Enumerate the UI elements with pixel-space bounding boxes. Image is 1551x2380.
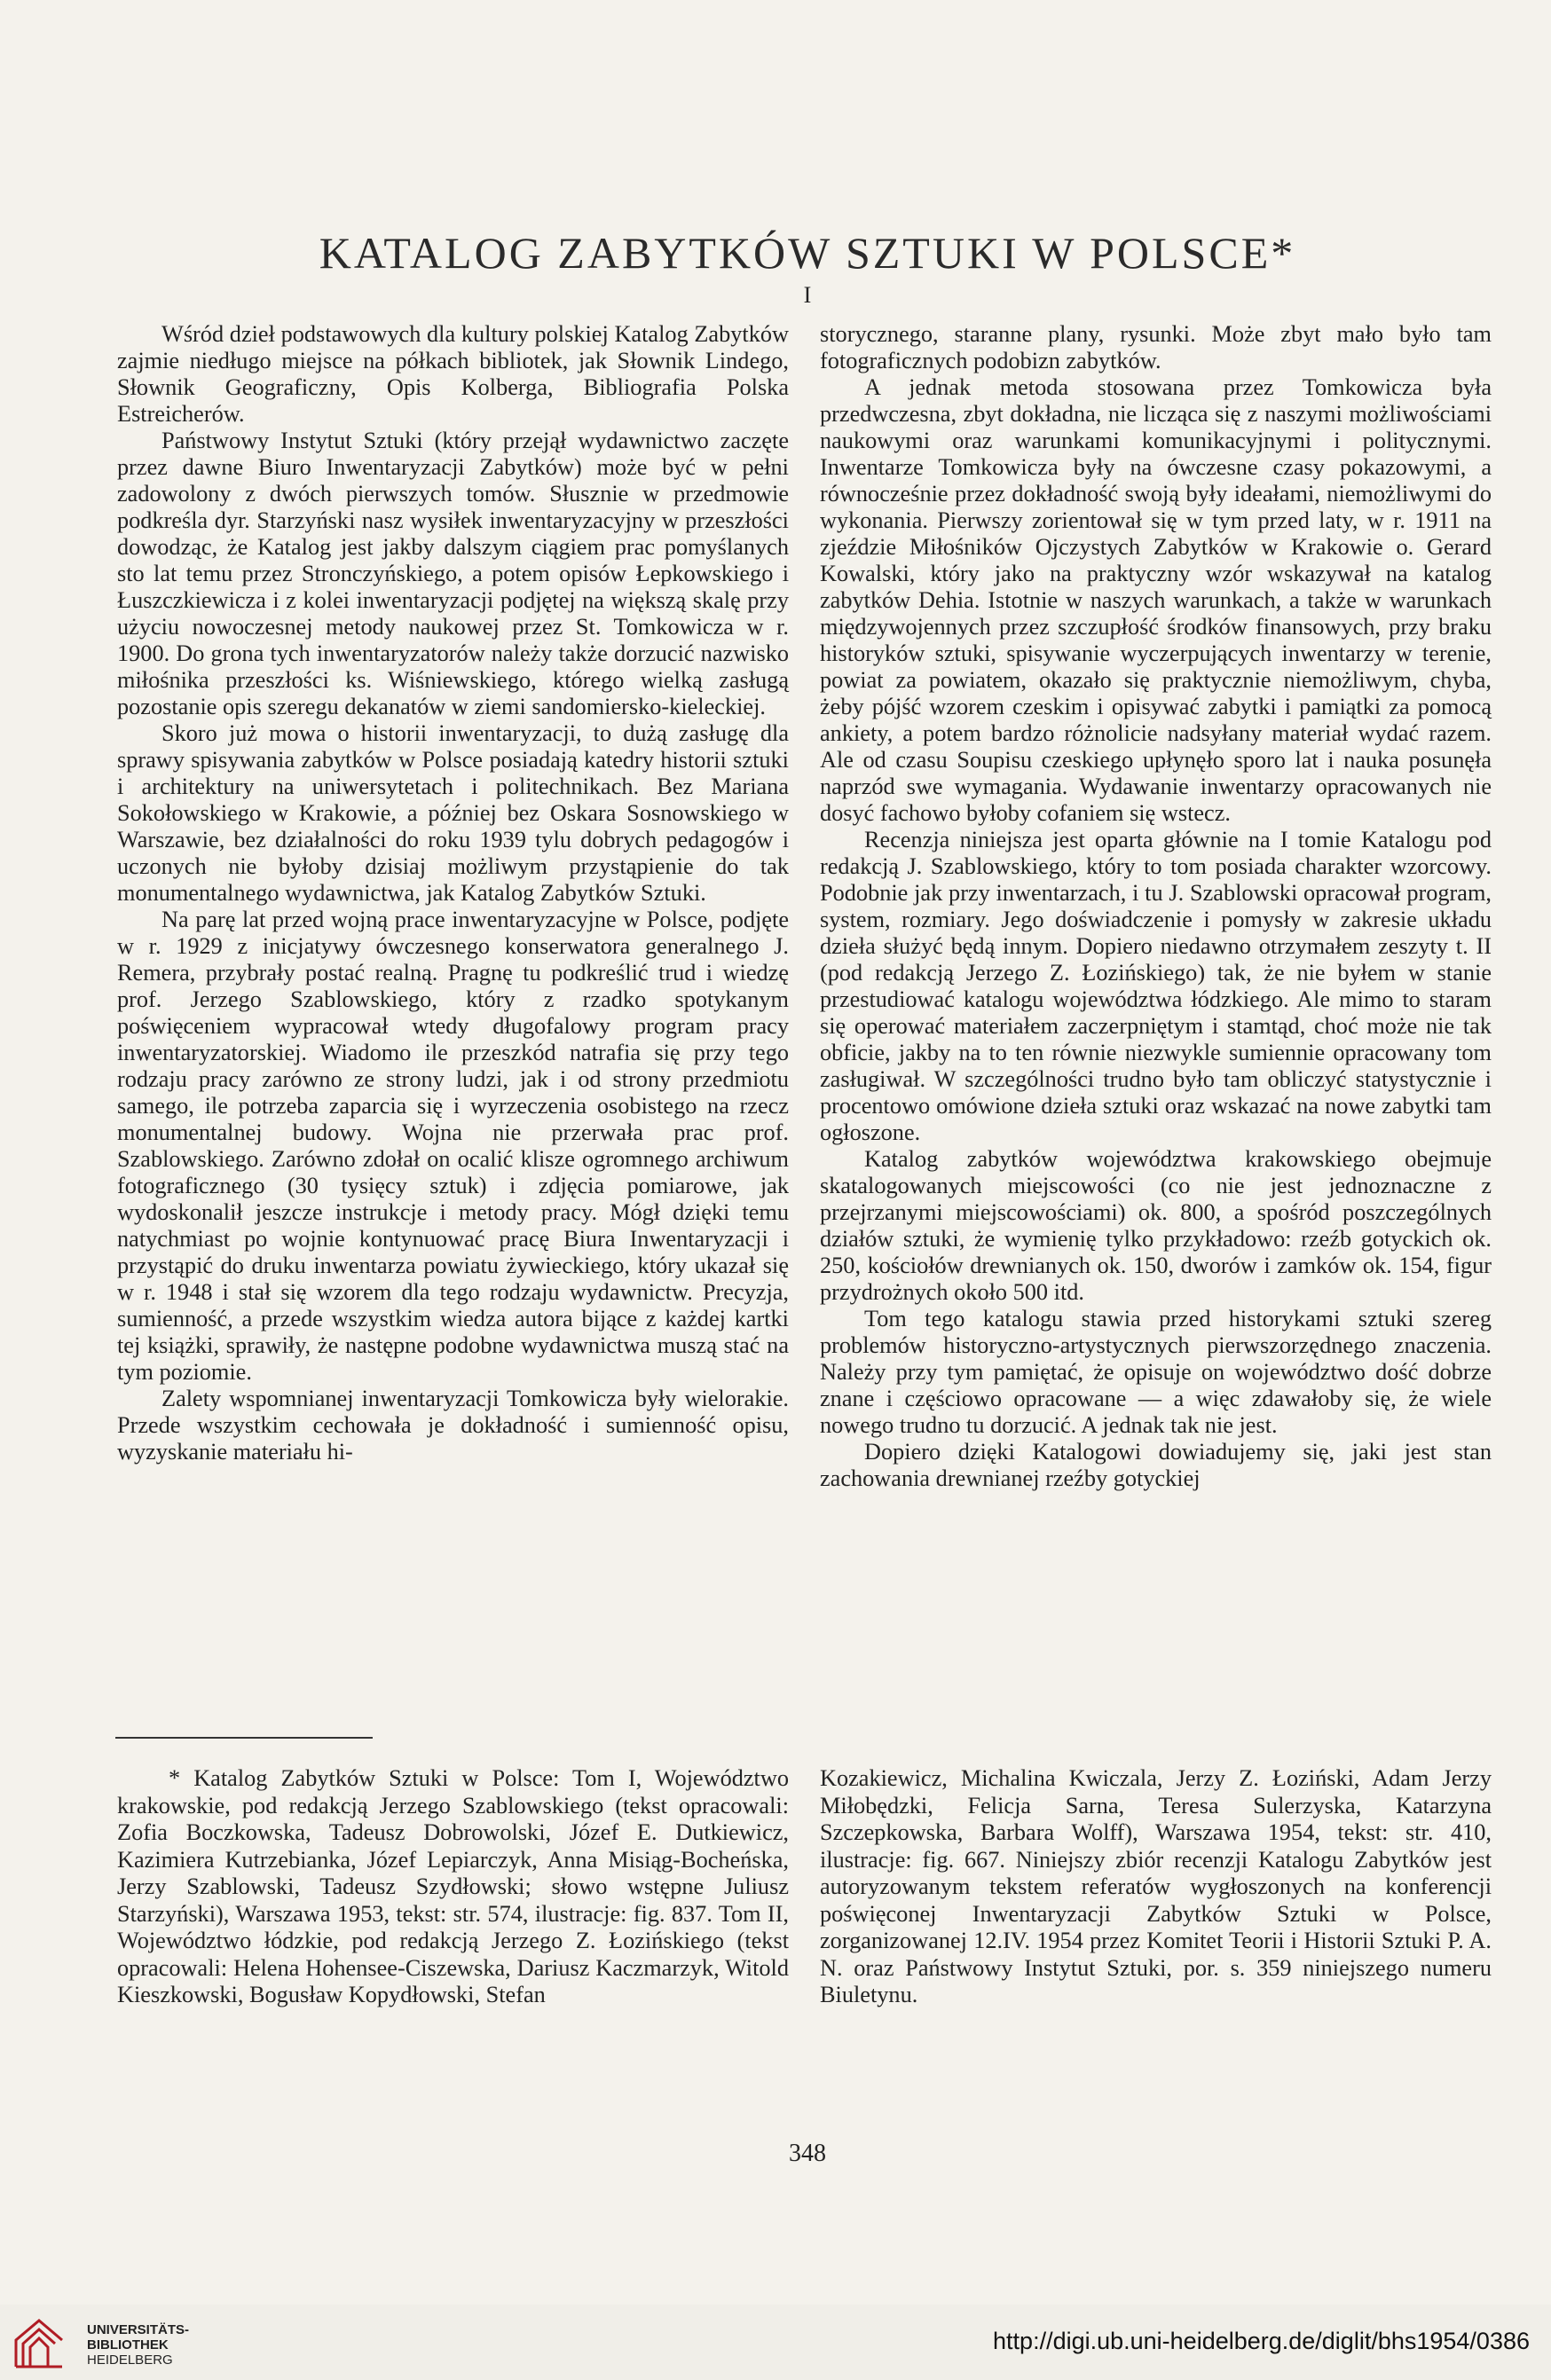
right-column <box>820 321 1492 1492</box>
paragraph: storycznego, staranne plany, rysunki. Może zbyt mało było tam fotograficznych podobizn zabytków. <box>820 321 1492 373</box>
library-name <box>87 2322 189 2368</box>
footnote-text: Kozakiewicz, Michalina Kwiczala, Jerzy Z. Łoziński, Adam Jerzy Miłobędzki, Felicja Sarna, Teresa Sulerzyska, Katarzyna Szczepkowska, Barbara Wolff), Warszawa 1954, tekst: str. 410, ilustracje: fig. 667. Niniejszy zbiór recenzji Katalogu Zabytków jest autoryzowanym tekstem referatów wygłoszonych na konferencji poświęconej Inwentaryzacji Zabytków Sztuki w Polsce, zorganizowanej 12.IV. 1954 przez Komitet Teorii i Historii Sztuki P. A. N. oraz Państwowy Instytut Sztuki, por. s. 359 niniejszego numeru Biuletynu. <box>820 1765 1492 2007</box>
ub-heidelberg-logo-icon <box>12 2317 67 2370</box>
footnote-left <box>117 1765 789 2009</box>
paragraph: Recenzja niniejsza jest oparta głównie na I tomie Katalogu pod redakcją J. Szablowskiego, który to tom posiada charakter wzorcowy. Podobnie jak przy inwentarzach, i tu J. Szablowski opracował program, system, rozmiary. Jego doświadczenie i pomysły w zakresie układu dzieła służyć będą innym. Dopiero niedawno otrzymałem zeszyty t. II (pod redakcją Jerzego Z. Łozińskiego) tak, że nie byłem w stanie przestudiować katalogu województwa łódzkiego. Ale mimo to staram się operować materiałem zaczerpniętym i stamtąd, choć może nie tak obficie, jakby na to ten równie niezwykle sumiennie opracowany tom zasługiwał. W szczególności trudno było tam obliczyć statystycznie i procentowo omówione dzieła sztuki oraz wskazać na nowe zabytki tam ogłoszone. <box>820 827 1492 1145</box>
footnote-divider <box>115 1737 373 1739</box>
library-name-line: UNIVERSITÄTS- <box>87 2322 190 2337</box>
library-name-line: HEIDELBERG <box>87 2353 173 2368</box>
footnote-right <box>820 1765 1492 2009</box>
article-title: KATALOG ZABYTKÓW SZTUKI W POLSCE* <box>319 227 1296 278</box>
paragraph: Na parę lat przed wojną prace inwentaryzacyjne w Polsce, podjęte w r. 1929 z inicjatywy ówczesnego konserwatora generalnego J. Remera, przybrały postać realną. Pragnę tu podkreślić trud i wiedzę prof. Jerzego Szablowskiego, który z rzadko spotykanym poświęceniem wypracował wtedy długofalowy program pracy inwentaryzatorskiej. Wiadomo ile przeszkód natrafia się przy tego rodzaju pracy zarówno ze strony ludzi, jak i od strony przedmiotu samego, ile potrzeba zaparcia się i wyrzeczenia osobistego na rzecz monumentalnej budowy. Wojna nie przerwała prac prof. Szablowskiego. Zarówno zdołał on ocalić klisze ogromnego archiwum fotograficznego (30 tysięcy sztuk) i zdjęcia pomiarowe, jak wydoskonalił jeszcze instrukcje i metody pracy. Mógł dzięki temu natychmiast po wojnie kontynuować pracę Biura Inwentaryzacji i przystąpić do druku inwentarza powiatu żywieckiego, który ukazał się w r. 1948 i stał się wzorem dla tego rodzaju wydawnictw. Precyzja, sumienność, a przede wszystkim wiedza autora bijące z każdej kartki tej książki, sprawiły, że następne podobne wydawnictwa muszą stać na tym poziomie. <box>117 907 789 1385</box>
footnote-text: * Katalog Zabytków Sztuki w Polsce: Tom I, Województwo krakowskie, pod redakcją Jerzego Szablowskiego (tekst opracowali: Zofia Boczkowska, Tadeusz Dobrowolski, Józef E. Dutkiewicz, Kazimiera Kutrzebianka, Józef Lepiarczyk, Anna Misiąg-Bocheńska, Jerzy Szablowski, Tadeusz Szydłowski; słowo wstępne Juliusz Starzyński), Warszawa 1953, tekst: str. 574, ilustracje: fig. 837. Tom II, Województwo łódzkie, pod redakcją Jerzego Z. Łozińskiego (tekst opracowali: Helena Hohensee-Ciszewska, Dariusz Kaczmarzyk, Witold Kieszkowski, Bogusław Kopydłowski, Stefan <box>117 1765 789 2007</box>
source-url-link[interactable]: http://digi.ub.uni-heidelberg.de/diglit/bhs1954/0386 <box>993 2328 1530 2354</box>
paragraph: Skoro już mowa o historii inwentaryzacji, to dużą zasługę dla sprawy spisywania zabytków w Polsce posiadają katedry historii sztuki i architektury na uniwersytetach i politechnikach. Bez Mariana Sokołowskiego w Krakowie, a później bez Oskara Sosnowskiego w Warszawie, bez działalności do roku 1939 tylu dobrych pedagogów i uczonych nie byłoby dzisiaj możliwym przystąpienie do tak monumentalnego wydawnictwa, jak Katalog Zabytków Sztuki. <box>117 720 789 906</box>
paragraph: Tom tego katalogu stawia przed historykami sztuki szereg problemów historyczno-artystycznych pierwszorzędnego znaczenia. Należy przy tym pamiętać, że opisuje on województwo dość dobrze znane i częściowo opracowane — a więc zdawałoby się, że wiele nowego trudno tu dorzucić. A jednak tak nie jest. <box>820 1306 1492 1438</box>
paragraph: Wśród dzieł podstawowych dla kultury polskiej Katalog Zabytków zajmie niedługo miejsce na półkach bibliotek, jak Słownik Lindego, Słownik Geograficzny, Opis Kolberga, Bibliografia Polska Estreicherów. <box>117 321 789 427</box>
paragraph: Państwowy Instytut Sztuki (który przejął wydawnictwo zaczęte przez dawne Biuro Inwentaryzacji Zabytków) może być w pełni zadowolony z dwóch pierwszych tomów. Słusznie w przedmowie podkreśla dyr. Starzyński nasz wysiłek inwentaryzacyjny w przeszłości dowodząc, że Katalog jest jakby dalszym ciągiem prac pomyślanych sto lat temu przez Stronczyńskiego, a potem opisów Łepkowskiego i Łuszczkiewicza i z kolei inwentaryzacji podjętej na większą skalę przy użyciu nowoczesnej metody naukowej przez St. Tomkowicza w r. 1900. Do grona tych inwentaryzatorów należy także dorzucić nazwisko miłośnika przeszłości ks. Wiśniewskiego, którego wielką zasługą pozostanie opis szeregu dekanatów w ziemi sandomiersko-kieleckiej. <box>117 428 789 719</box>
paragraph: Dopiero dzięki Katalogowi dowiadujemy się, jaki jest stan zachowania drewnianej rzeźby gotyckiej <box>820 1439 1492 1491</box>
library-name-line: BIBLIOTHEK <box>87 2337 169 2353</box>
paragraph: Zalety wspomnianej inwentaryzacji Tomkowicza były wielorakie. Przede wszystkim cechowała je dokładność i sumienność opisu, wyzyskanie materiału hi- <box>117 1386 789 1465</box>
paragraph: Katalog zabytków województwa krakowskiego obejmuje skatalogowanych miejscowości (co nie jest jednoznaczne z przejrzanymi miejscowościami) ok. 800, a spośród poszczególnych działów sztuki, że wymienię tylko przykładowo: rzeźb gotyckich ok. 250, kościołów drewnianych ok. 150, dworów i zamków ok. 154, figur przydrożnych około 500 itd. <box>820 1146 1492 1305</box>
page-number: 348 <box>789 2140 826 2167</box>
paragraph: A jednak metoda stosowana przez Tomkowicza była przedwczesna, zbyt dokładna, nie licząca się z naszymi możliwościami naukowymi oraz warunkami komunikacyjnymi i politycznymi. Inwentarze Tomkowicza były na ówczesne czasy pokazowymi, a równocześnie przez dokładność swoją były ideałami, niemożliwymi do wykonania. Pierwszy zorientował się w tym przed laty, w r. 1911 na zjeździe Miłośników Ojczystych Zabytków w Krakowie o. Gerard Kowalski, który jako na praktyczny wzór wskazywał na katalog zabytków Dehia. Istotnie w naszych warunkach, a także w warunkach międzywojennych przez szczupłość środków finansowych, przy braku historyków sztuki, spisywanie wyczerpujących inwentarzy w terenie, powiat za powiatem, okazało się praktycznie niemożliwym, chyba, żeby pójść wzorem czeskim i opisywać zabytki i pamiątki za pomocą ankiety, a potem bardzo różnolicie nadsyłany materiał wydać razem. Ale od czasu Soupisu czeskiego upłynęło sporo lat i nauka posunęła naprzód swe wymagania. Wydawanie inwentarzy opracowanych nie dosyć fachowo byłoby cofaniem się wstecz. <box>820 374 1492 826</box>
left-column <box>117 321 789 1465</box>
section-number: I <box>803 282 812 308</box>
